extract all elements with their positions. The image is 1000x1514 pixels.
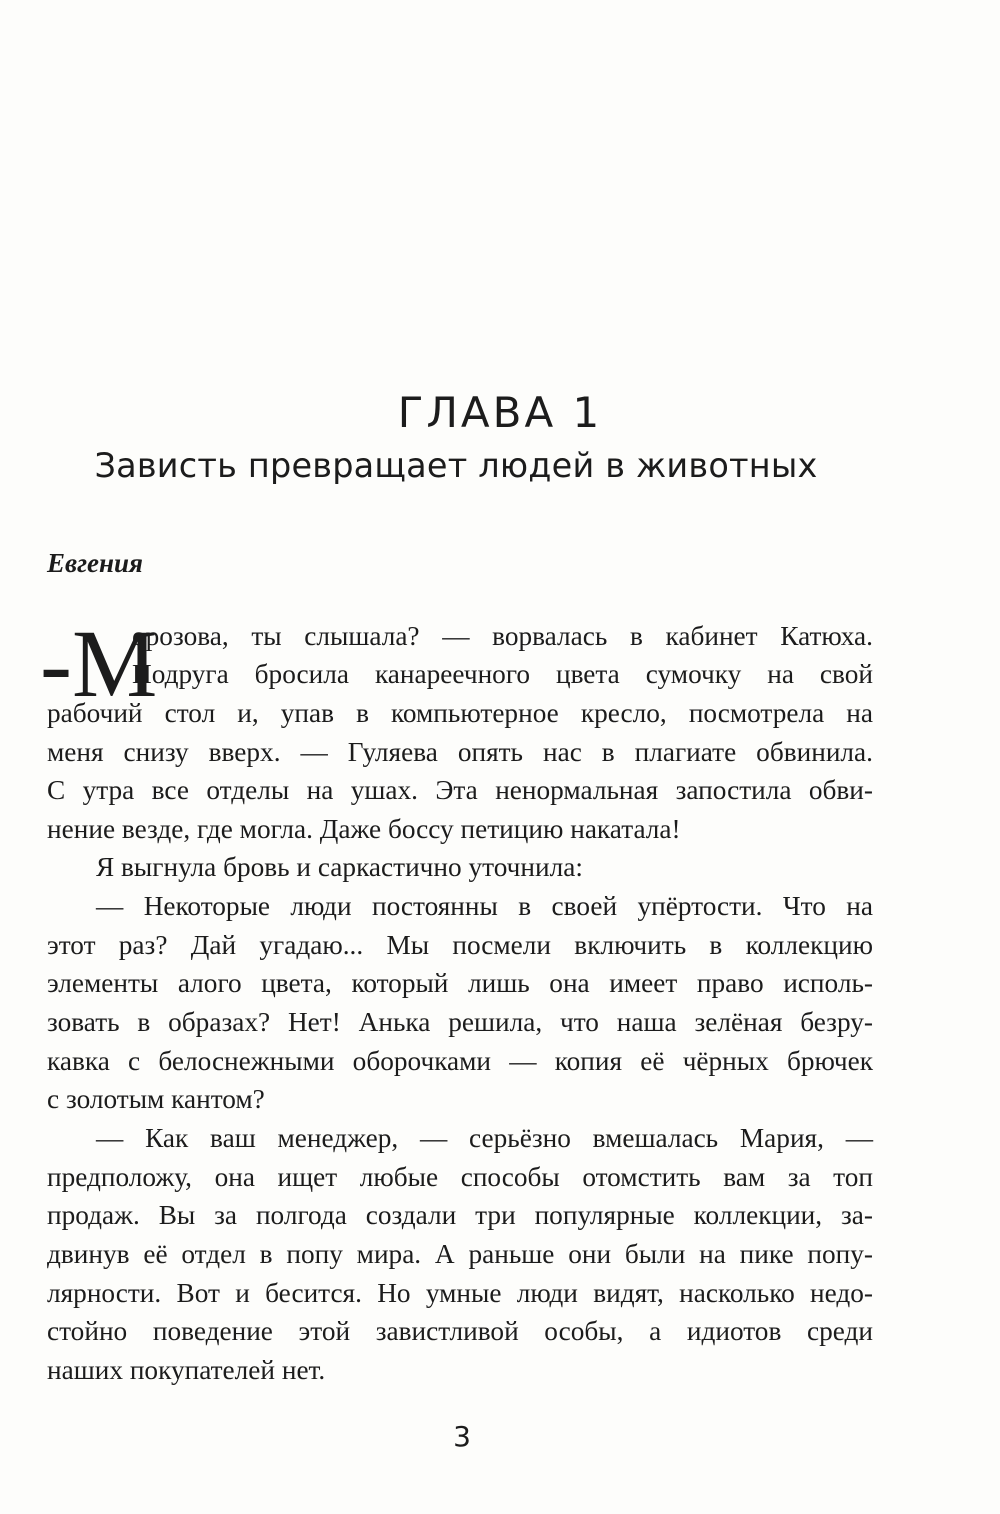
page-number: 3 [453,1420,471,1453]
drop-cap: -М [40,610,158,717]
text-line-19: стойно поведение этой завистливой особы, а идиотов среди [47,1316,873,1346]
text-line-15: предположу, она ищет любые способы отомстить вам за топ [47,1162,873,1192]
chapter-number: ГЛАВА 1 [397,388,603,437]
text-line-3: рабочий стол и, упав в компьютерное кресло, посмотрела на [47,698,873,728]
pov-character-name: Евгения [47,548,143,578]
text-line-4: меня снизу вверх. — Гуляева опять нас в плагиате обвинила. [47,737,873,767]
text-line-16: продаж. Вы за полгода создали три популярные коллекции, за- [47,1200,873,1230]
text-line-12: кавка с белоснежными оборочками — копия её чёрных брючек [47,1046,873,1076]
text-line-9: этот раз? Дай угадаю... Мы посмели включить в коллекцию [47,930,873,960]
text-line-7: Я выгнула бровь и саркастично уточнила: [96,852,583,882]
text-line-6: нение везде, где могла. Даже боссу петицию накатала! [47,814,681,844]
text-line-11: зовать в образах? Нет! Анька решила, что наша зелёная безру- [47,1007,873,1037]
text-line-1: орозова, ты слышала? — ворвалась в кабинет Катюха. [132,621,873,651]
text-line-20: наших покупателей нет. [47,1355,326,1385]
chapter-title: Зависть превращает людей в животных [94,446,818,485]
text-line-10: элементы алого цвета, который лишь она имеет право исполь- [47,968,873,998]
text-line-8: — Некоторые люди постоянны в своей упёртости. Что на [96,891,873,921]
text-line-17: двинув её отдел в попу мира. А раньше они были на пике попу- [47,1239,873,1269]
text-line-2: Подруга бросила канареечного цвета сумочку на свой [132,659,873,689]
text-line-14: — Как ваш менеджер, — серьёзно вмешалась Мария, — [96,1123,873,1153]
text-line-5: С утра все отделы на ушах. Эта ненормальная запостила обви- [47,775,873,805]
text-line-18: лярности. Вот и бесится. Но умные люди видят, насколько недо- [47,1278,873,1308]
text-line-13: с золотым кантом? [47,1084,265,1114]
